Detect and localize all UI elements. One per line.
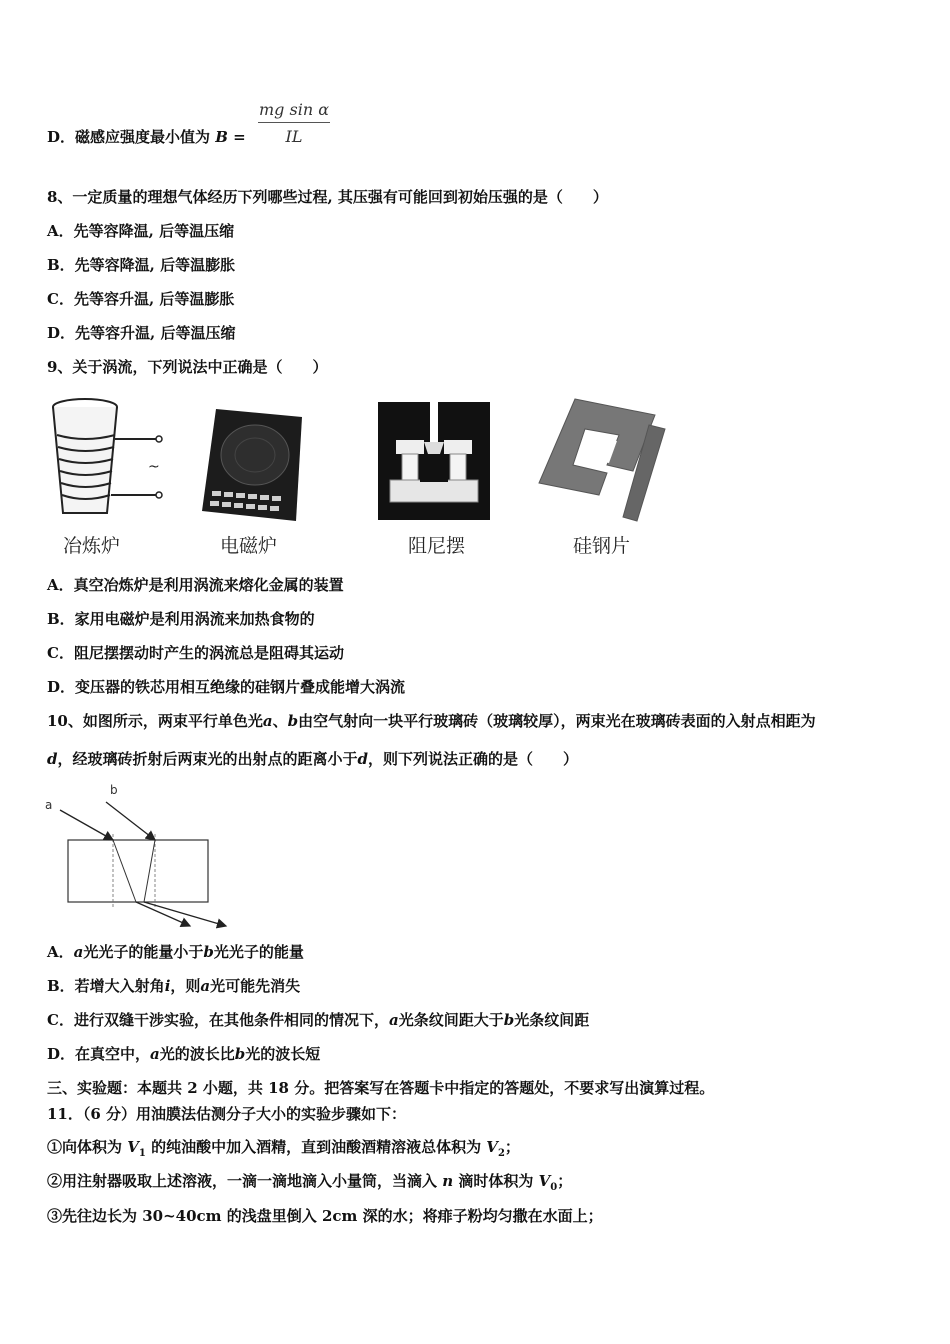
svg-text:~: ~ [148,459,160,475]
q11-stem: 11．（6 分）用油膜法估测分子大小的实验步骤如下： [47,1105,407,1123]
label-b: b [110,783,118,797]
q9-option-a: A．真空冶炼炉是利用涡流来熔化金属的装置 [47,576,344,594]
q10-figure [40,780,240,930]
q7-option-d: D．磁感应强度最小值为 B = [47,128,246,146]
silicon-steel-illustration [537,395,677,525]
q8-option-c: C．先等容升温, 后等温膨胀 [47,290,235,308]
caption-furnace: 冶炼炉 [63,535,121,557]
fraction-numerator: mg sin α [258,100,330,123]
q9-stem: 9、关于涡流，下列说法中正确是（ ） [47,358,328,376]
caption-silicon-steel: 硅钢片 [573,535,631,557]
q9-option-c: C．阻尼摆摆动时产生的涡流总是阻碍其运动 [47,644,344,662]
q8-option-a: A．先等容降温, 后等温压缩 [47,222,235,240]
q9-option-d: D．变压器的铁芯用相互绝缘的硅钢片叠成能增大涡流 [47,678,406,696]
q11-step2: ②用注射器吸取上述溶液，一滴一滴地滴入小量筒，当滴入 n 滴时体积为 $V_0$； [47,1172,573,1193]
furnace-illustration [45,395,175,525]
q10-option-d: D．在真空中，a光的波长比b光的波长短 [47,1045,321,1063]
q8-option-b: B．先等容降温, 后等温膨胀 [47,256,236,274]
q10-option-a: A．a光光子的能量小于b光光子的能量 [47,943,304,961]
caption-induction-cooker: 电磁炉 [220,535,278,557]
q10-option-b: B．若增大入射角i，则a光可能先消失 [47,977,301,995]
label-a: a [45,798,53,812]
q8-stem: 8、一定质量的理想气体经历下列哪些过程, 其压强有可能回到初始压强的是（ ） [47,188,608,206]
glass-block-diagram [40,780,240,930]
formula-fraction [258,100,330,146]
q9-option-b: B．家用电磁炉是利用涡流来加热食物的 [47,610,315,628]
q11-step1: ①向体积为 $V_1$ 的纯油酸中加入酒精，直到油酸酒精溶液总体积为 $V_2$； [47,1138,520,1159]
q10-stem-line1: 10、如图所示，两束平行单色光a、b由空气射向一块平行玻璃砖（玻璃较厚），两束光在玻璃砖表面的入射点相距为 [47,712,816,730]
q10-option-c: C．进行双缝干涉实验，在其他条件相同的情况下，a光条纹间距大于b光条纹间距 [47,1011,590,1029]
section3-title: 三、实验题：本题共 2 小题，共 18 分。把答案写在答题卡中指定的答题处，不要求写出演算过程。 [47,1079,715,1097]
q8-option-d: D．先等容升温, 后等温压缩 [47,324,236,342]
q11-step3: ③先往边长为 30~40cm 的浅盘里倒入 2cm 深的水；将痱子粉均匀撒在水面上； [47,1207,603,1225]
caption-damping-pendulum: 阻尼摆 [408,535,466,557]
damping-pendulum-illustration [378,402,490,520]
induction-cooker-illustration [200,403,310,523]
fraction-denominator: IL [285,127,303,146]
q9-figure [45,395,685,560]
q10-stem-line2: d，经玻璃砖折射后两束光的出射点的距离小于d，则下列说法正确的是（ ） [47,750,579,768]
